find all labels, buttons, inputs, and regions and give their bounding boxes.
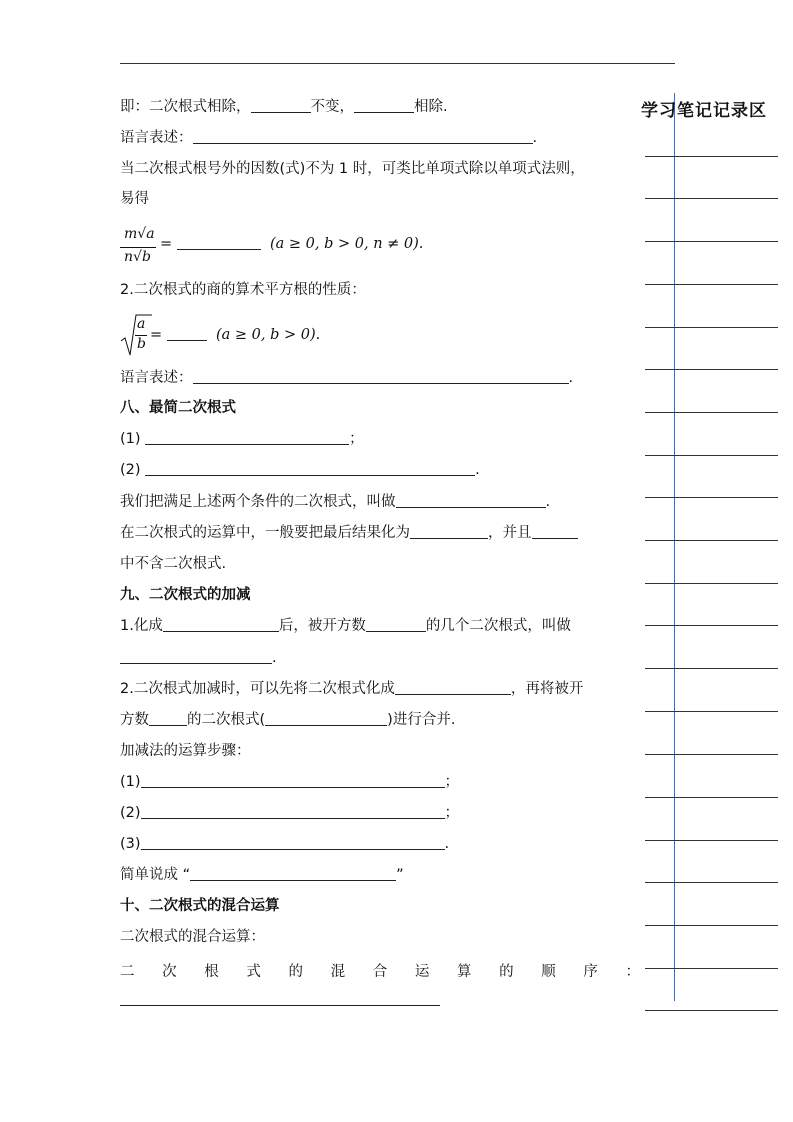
fill-blank[interactable] xyxy=(141,804,445,819)
text-line: 2.二次根式的商的算术平方根的性质： xyxy=(120,282,366,298)
denominator: n√b xyxy=(124,249,151,265)
note-line xyxy=(645,754,778,755)
text-line: 易得 xyxy=(120,191,149,207)
text-line: 二次根式的混合运算： xyxy=(120,929,265,945)
note-line xyxy=(645,198,778,199)
fill-blank[interactable] xyxy=(145,430,349,445)
language-statement-1: 语言表述： . xyxy=(120,130,538,146)
char: 混 xyxy=(330,964,346,980)
fill-blank[interactable] xyxy=(190,866,396,881)
fill-blank[interactable] xyxy=(120,649,272,664)
add-subtract-rule-cont: 方数 的二次根式( )进行合并. xyxy=(120,712,456,728)
note-line xyxy=(645,968,778,969)
char: 的 xyxy=(499,964,514,980)
denominator: b xyxy=(137,336,146,352)
step-3: (3) . xyxy=(120,836,450,852)
text-line: 中不含二次根式. xyxy=(120,556,227,572)
char: 次 xyxy=(162,964,177,980)
note-line xyxy=(645,925,778,926)
note-line xyxy=(645,369,778,370)
condition-2: (2) . xyxy=(120,462,480,478)
fill-blank[interactable] xyxy=(163,617,279,632)
like-radicals-definition: 1.化成 后，被开方数 的几个二次根式，叫做 xyxy=(120,618,571,634)
char: 序 xyxy=(583,964,598,980)
formula-2-rest: = (a ≥ 0, b > 0). xyxy=(150,327,321,343)
like-radicals-definition-cont: . xyxy=(120,648,277,668)
note-line xyxy=(645,840,778,841)
simplification-line: 在二次根式的运算中，一般要把最后结果化为 ，并且 xyxy=(120,523,578,543)
fill-blank[interactable] xyxy=(366,617,426,632)
fraction-bar xyxy=(120,247,156,248)
definition-line: 我们把满足上述两个条件的二次根式，叫做 . xyxy=(120,494,551,510)
notes-divider xyxy=(674,93,675,1001)
note-line xyxy=(645,412,778,413)
char: 顺 xyxy=(541,964,556,980)
note-line xyxy=(645,284,778,285)
fill-blank[interactable] xyxy=(251,98,311,113)
fill-blank[interactable] xyxy=(149,711,187,726)
order-answer-line xyxy=(120,990,440,1010)
fill-blank[interactable] xyxy=(265,711,387,726)
summary-phrase: 简单说成 “ ” xyxy=(120,867,404,883)
note-line xyxy=(645,625,778,626)
char: 二 xyxy=(120,964,135,980)
fill-blank[interactable] xyxy=(410,524,488,539)
condition-1: (1) ； xyxy=(120,431,364,447)
char: 合 xyxy=(372,964,388,980)
numerator: a xyxy=(137,316,146,332)
char: 算 xyxy=(457,964,472,980)
note-line xyxy=(645,797,778,798)
fill-blank[interactable] xyxy=(167,326,207,341)
section-heading-10: 十、二次根式的混合运算 xyxy=(120,898,280,914)
note-line xyxy=(645,668,778,669)
char: 式 xyxy=(246,964,261,980)
note-line xyxy=(645,1010,778,1011)
note-line xyxy=(645,711,778,712)
add-subtract-rule: 2.二次根式加减时，可以先将二次根式化成 ，再将被开 xyxy=(120,681,584,697)
section-heading-9: 九、二次根式的加减 xyxy=(120,587,251,603)
section-heading-8: 八、最简二次根式 xyxy=(120,400,236,416)
numerator: m√a xyxy=(124,226,155,242)
fill-blank[interactable] xyxy=(141,773,445,788)
fill-blank[interactable] xyxy=(395,680,511,695)
formula-1-rest: = (a ≥ 0, b > 0, n ≠ 0). xyxy=(160,236,424,252)
mixed-operation-order xyxy=(120,960,640,981)
header-rule xyxy=(120,63,675,64)
fill-blank[interactable] xyxy=(120,991,440,1006)
fill-blank[interactable] xyxy=(177,235,261,250)
fill-blank[interactable] xyxy=(145,461,475,476)
char: 运 xyxy=(414,964,430,980)
language-statement-2: 语言表述： . xyxy=(120,370,574,386)
fill-blank[interactable] xyxy=(193,129,533,144)
fill-blank[interactable] xyxy=(532,524,578,539)
fill-blank[interactable] xyxy=(396,493,546,508)
line-division-rule: 即：二次根式相除， 不变， 相除. xyxy=(120,99,448,115)
step-1: (1) ； xyxy=(120,774,460,790)
step-2: (2) ； xyxy=(120,805,460,821)
note-line xyxy=(645,583,778,584)
char: 根 xyxy=(204,964,219,980)
char: ： xyxy=(625,964,640,980)
notes-area-title: 学习笔记记录区 xyxy=(641,101,767,121)
note-line xyxy=(645,241,778,242)
fill-blank[interactable] xyxy=(141,835,445,850)
note-line xyxy=(645,156,778,157)
fill-blank[interactable] xyxy=(354,98,414,113)
note-line xyxy=(645,455,778,456)
text-line: 当二次根式根号外的因数(式)不为 1 时，可类比单项式除以单项式法则， xyxy=(120,161,585,177)
note-line xyxy=(645,882,778,883)
note-line xyxy=(645,540,778,541)
text-line: 加减法的运算步骤： xyxy=(120,743,251,759)
note-line xyxy=(645,327,778,328)
fill-blank[interactable] xyxy=(193,369,569,384)
note-line xyxy=(645,497,778,498)
char: 的 xyxy=(288,964,303,980)
